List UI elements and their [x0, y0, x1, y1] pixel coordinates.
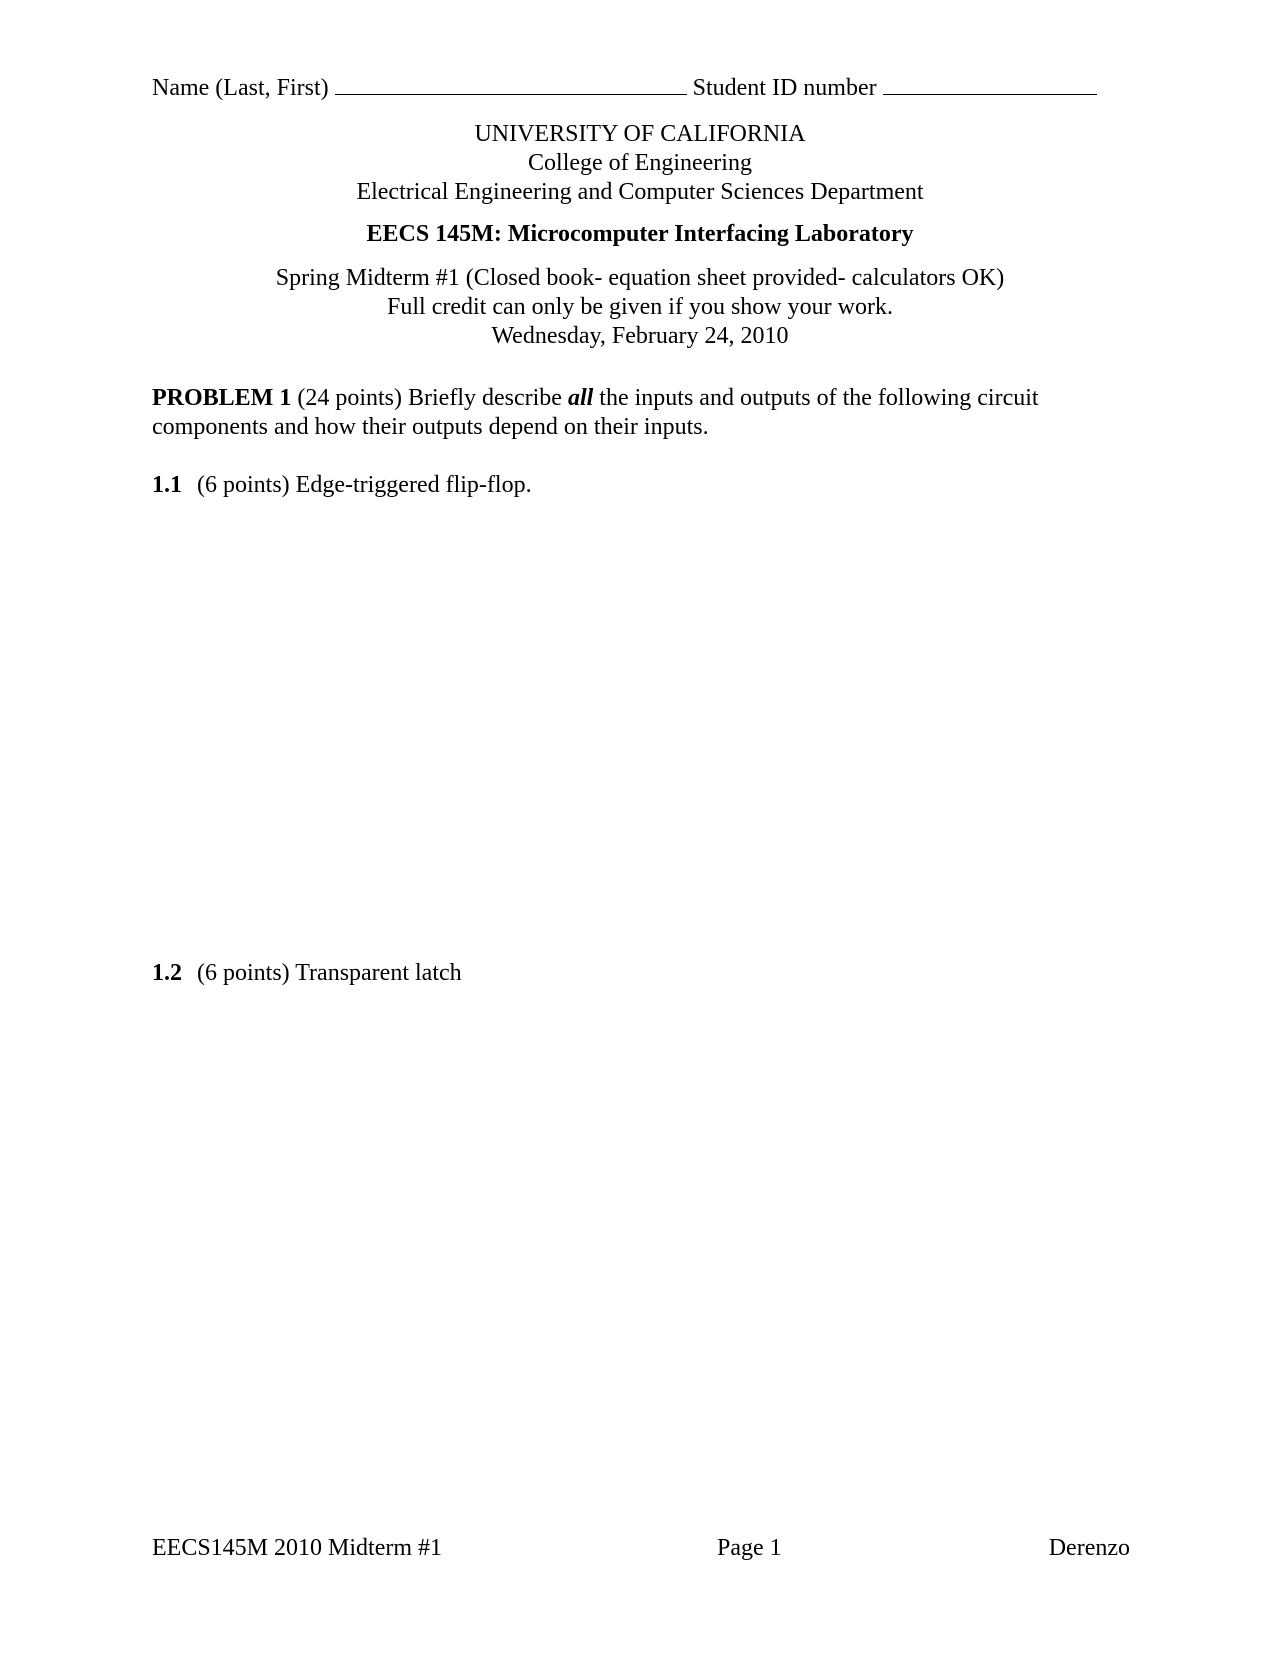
exam-credit-note: Full credit can only be given if you show your work.: [387, 294, 893, 320]
exam-info: [152, 264, 1128, 351]
name-label: Name (Last, First): [152, 75, 329, 101]
question-text: (6 points) Transparent latch: [197, 960, 462, 986]
footer-author: Derenzo: [1048, 1535, 1130, 1561]
question-1-1: [152, 471, 532, 500]
question-1-2: [152, 959, 462, 988]
exam-date: Wednesday, February 24, 2010: [491, 323, 789, 349]
institution-header: [152, 120, 1128, 207]
college-name: College of Engineering: [528, 150, 752, 176]
student-id-label: Student ID number: [692, 75, 877, 101]
page-footer: [152, 1534, 1130, 1564]
department-name: Electrical Engineering and Computer Sciences Department: [356, 179, 924, 205]
footer-course: EECS145M 2010 Midterm #1: [152, 1535, 443, 1561]
student-identification-line: [152, 74, 1132, 103]
problem-1-emphasis: all: [567, 385, 594, 411]
footer-page-number: Page 1: [717, 1535, 782, 1561]
problem-1-text: the inputs and outputs of the following circuit components and how their outputs depend on their inputs.: [152, 385, 1039, 440]
problem-1-points: (24 points) Briefly describe: [297, 385, 562, 411]
question-number: 1.2: [152, 960, 182, 986]
exam-rules: Spring Midterm #1 (Closed book- equation sheet provided- calculators OK): [275, 265, 1005, 291]
course-title: EECS 145M: Microcomputer Interfacing Laboratory: [366, 221, 914, 247]
name-blank: [335, 76, 687, 95]
university-name: UNIVERSITY OF CALIFORNIA: [474, 121, 806, 147]
problem-1-label: PROBLEM 1: [152, 385, 292, 411]
question-text: (6 points) Edge-triggered flip-flop.: [197, 472, 532, 498]
student-id-blank: [883, 76, 1097, 95]
problem-1-statement: [152, 384, 1112, 442]
question-number: 1.1: [152, 472, 182, 498]
